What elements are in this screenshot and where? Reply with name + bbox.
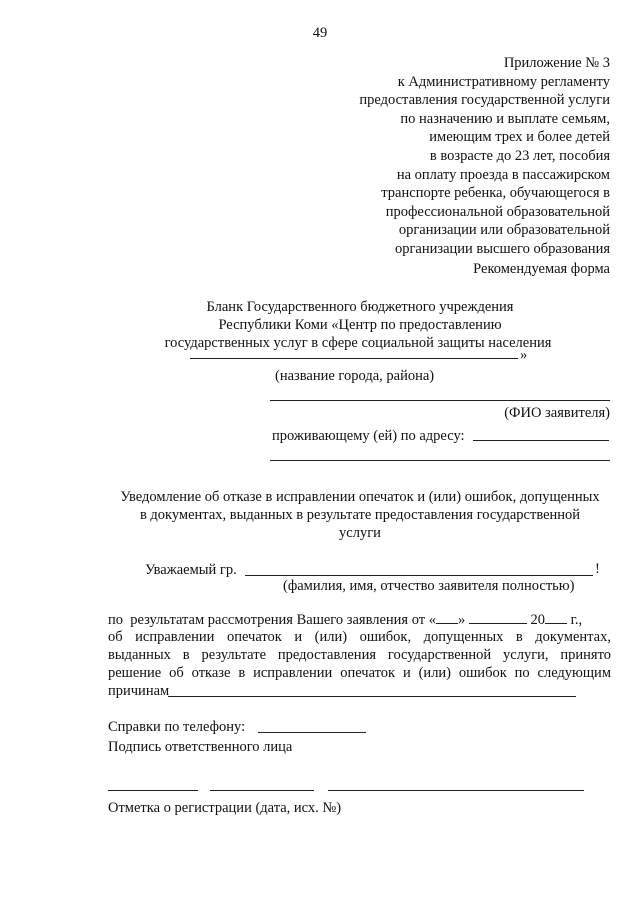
appendix-block xyxy=(230,54,610,259)
appendix-line: транспорте ребенка, обучающегося в xyxy=(381,185,610,202)
signature-line-1 xyxy=(108,790,198,791)
reasons-line xyxy=(168,696,576,697)
body-line-1-g: г., xyxy=(570,612,583,628)
appendix-line: предоставления государственной услуги xyxy=(359,92,610,109)
letterhead-line-1: Бланк Государственного бюджетного учреждения xyxy=(206,299,514,315)
body-line-5: причинам xyxy=(108,683,170,699)
city-underline xyxy=(190,358,518,359)
letterhead-line-2: Республики Коми «Центр по предоставлению xyxy=(218,317,502,333)
signature-line-2 xyxy=(210,790,314,791)
signature-line-3 xyxy=(328,790,584,791)
phone-line xyxy=(258,732,366,733)
body-line-1-quote: » xyxy=(458,612,466,628)
city-caption: (название города, района) xyxy=(275,368,435,384)
appendix-line: организации или образовательной xyxy=(398,222,610,239)
appendix-line: в возрасте до 23 лет, пособия xyxy=(429,147,610,164)
greeting-exclamation: ! xyxy=(595,561,600,577)
notice-title-line-1: Уведомление об отказе в исправлении опечаток и (или) ошибок, допущенных xyxy=(120,489,600,505)
recommended-form-label: Рекомендуемая форма xyxy=(473,261,610,277)
body-line-3: выданных в результате предоставления государственной услуги, принято xyxy=(108,647,611,663)
greeting-name-line xyxy=(245,575,593,576)
notice-title-line-3: услуги xyxy=(339,525,381,541)
year-blank xyxy=(545,610,567,624)
greeting-label: Уважаемый гр. xyxy=(145,562,237,578)
body-line-1 xyxy=(108,610,582,630)
appendix-line: организации высшего образования xyxy=(394,240,610,257)
address-line-2 xyxy=(270,460,610,461)
greeting-caption: (фамилия, имя, отчество заявителя полностью) xyxy=(283,578,575,594)
body-line-1-year: 20 xyxy=(530,612,545,628)
notice-title-line-2: в документах, выданных в результате предоставления государственной xyxy=(139,507,581,523)
appendix-line: профессиональной образовательной xyxy=(385,203,610,220)
appendix-line: к Административному регламенту xyxy=(397,73,610,90)
phone-label: Справки по телефону: xyxy=(108,719,246,735)
appendix-line: по назначению и выплате семьям, xyxy=(400,110,610,127)
body-line-2: об исправлении опечаток и (или) ошибок, допущенных в документах, xyxy=(108,629,611,645)
signature-label: Подпись ответственного лица xyxy=(108,739,293,755)
body-line-4: решение об отказе в исправлении опечаток и (или) ошибок по следующим xyxy=(108,665,611,681)
appendix-title: Приложение № 3 xyxy=(503,55,610,71)
closing-quote: » xyxy=(520,347,528,363)
address-label: проживающему (ей) по адресу: xyxy=(272,428,465,444)
page-number: 49 xyxy=(312,25,328,41)
applicant-fio-line xyxy=(270,400,610,401)
appendix-line: на оплату проезда в пассажирском xyxy=(396,166,610,183)
registration-mark: Отметка о регистрации (дата, исх. №) xyxy=(108,800,342,816)
applicant-fio-caption: (ФИО заявителя) xyxy=(504,405,610,421)
appendix-line: имеющим трех и более детей xyxy=(429,129,610,146)
letterhead-line-3: государственных услуг в сфере социальной защиты населения xyxy=(164,335,552,351)
day-blank xyxy=(436,610,458,624)
address-line-1 xyxy=(473,440,609,441)
body-line-1-text: по результатам рассмотрения Вашего заявления от « xyxy=(108,612,436,628)
month-blank xyxy=(469,610,527,624)
